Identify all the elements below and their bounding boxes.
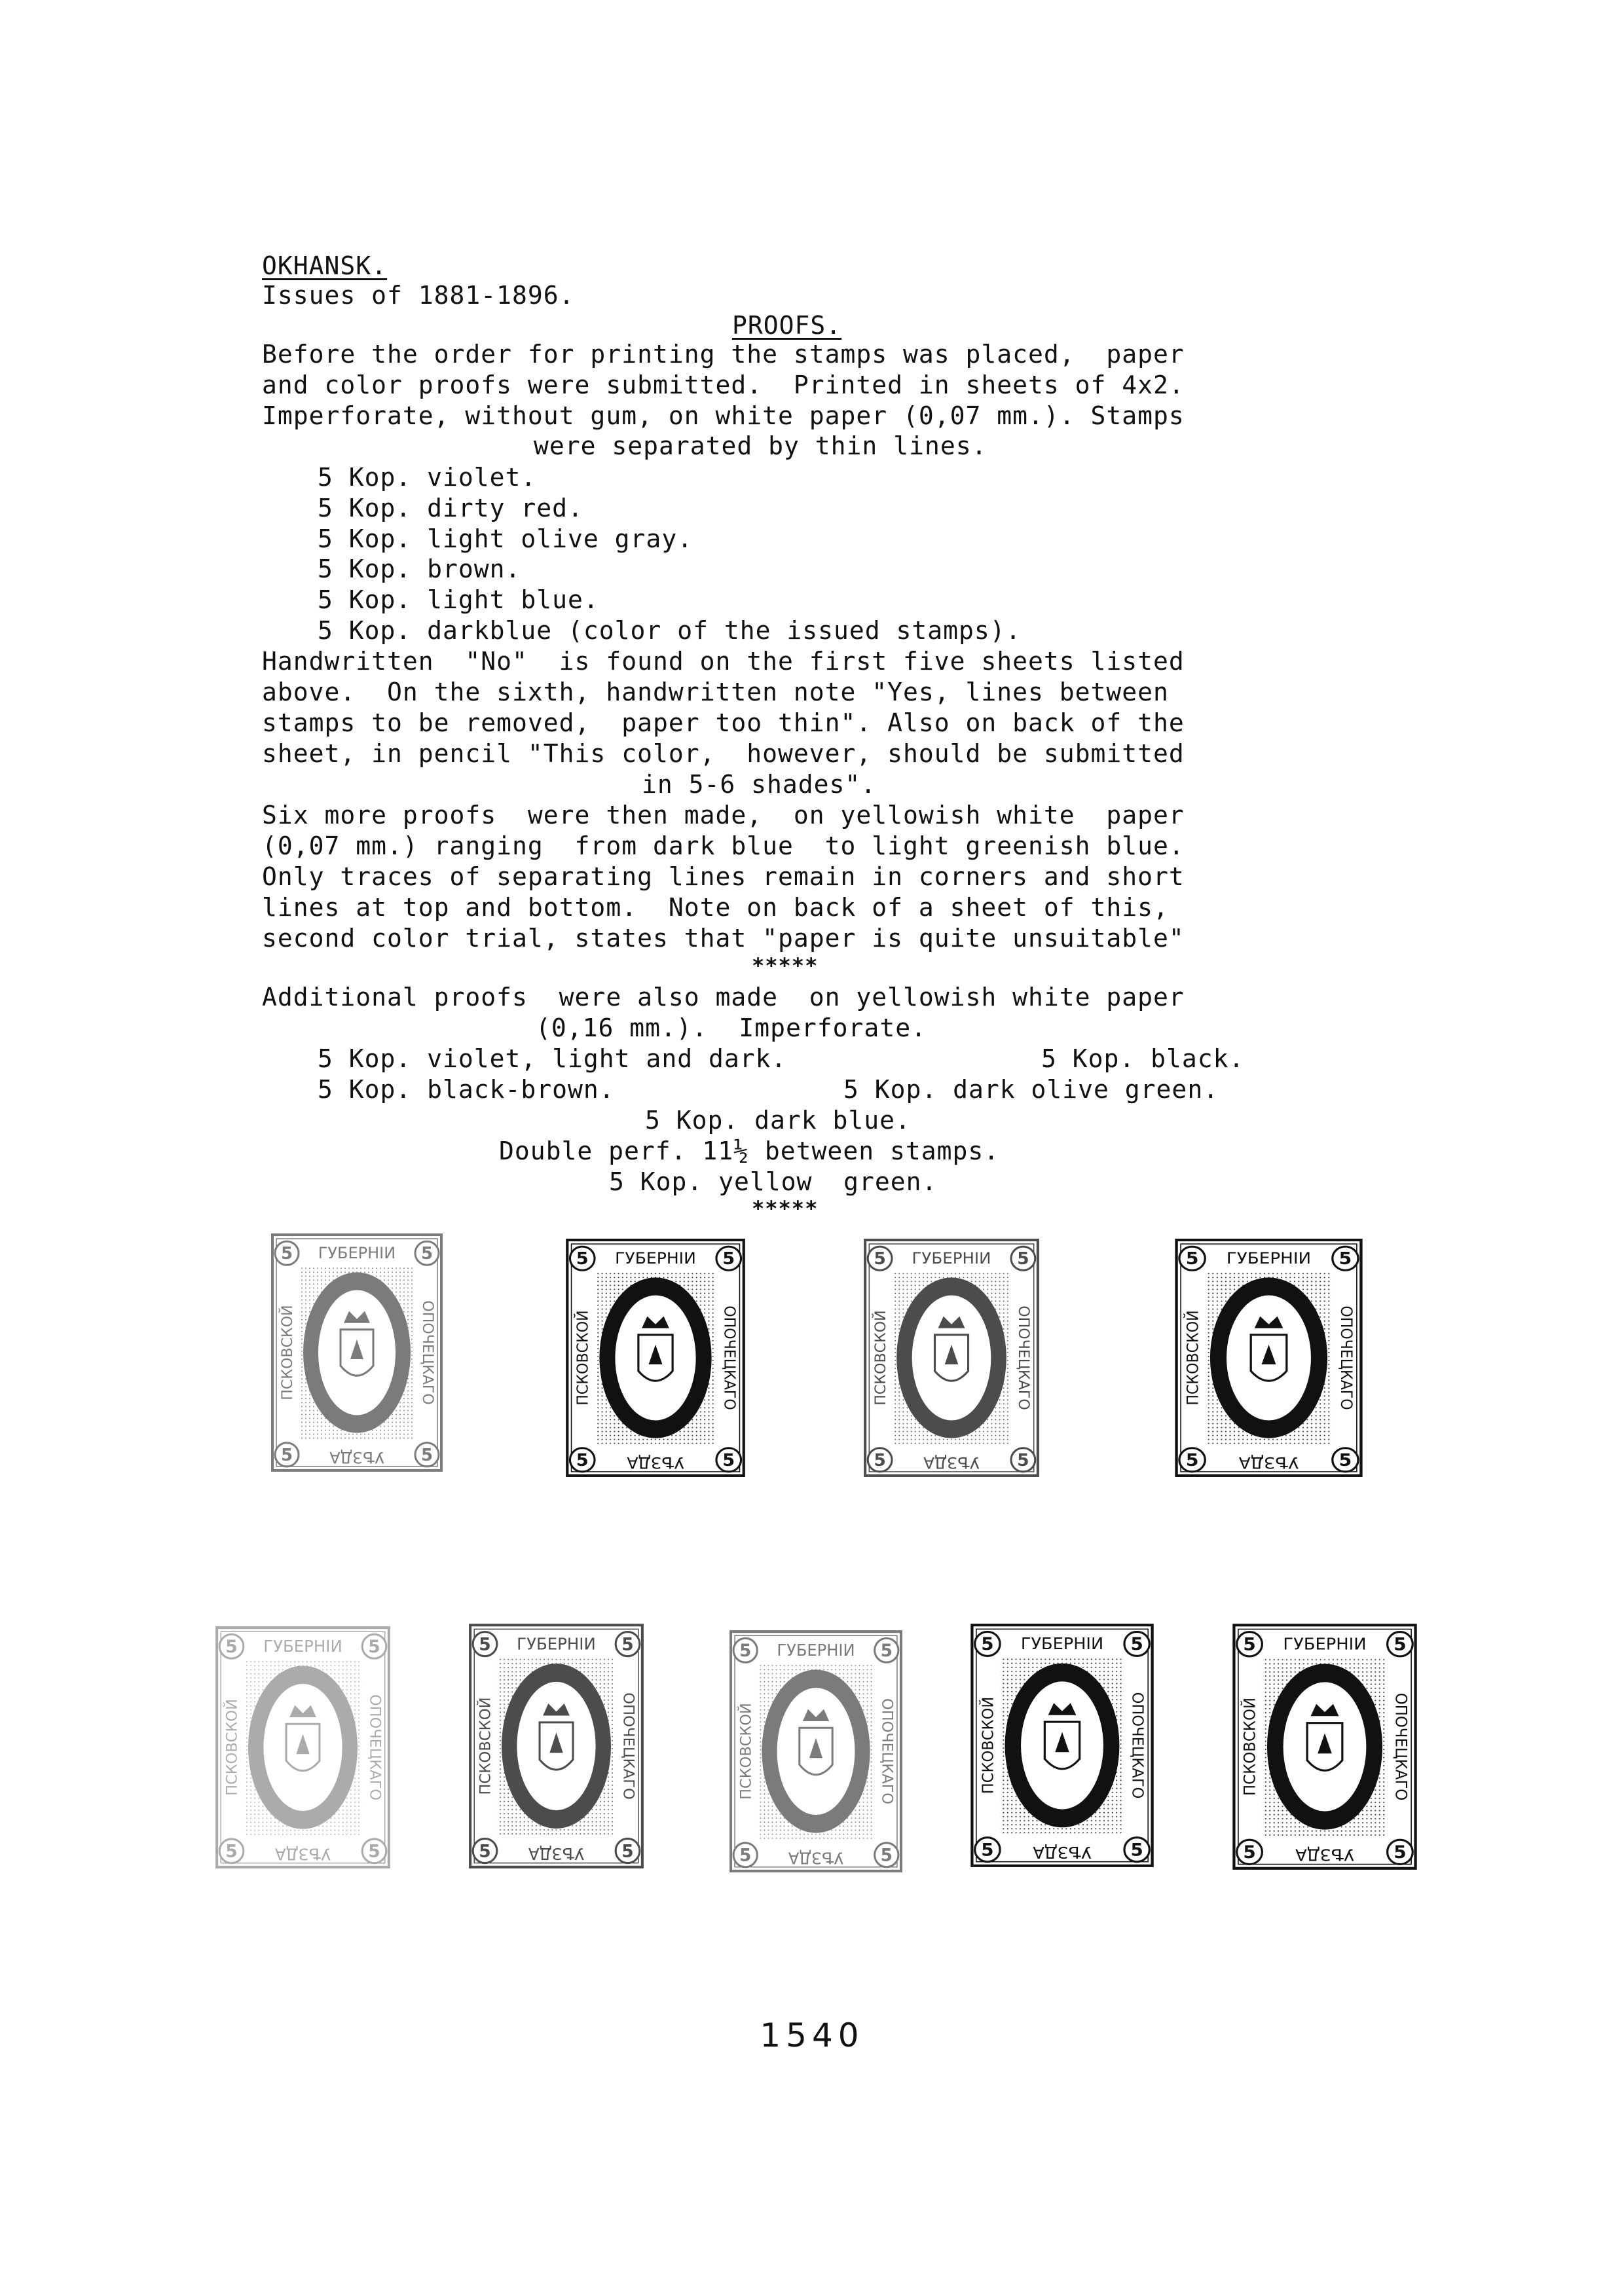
svg-text:ПСКОВСКОЙ: ПСКОВСКОЙ	[1184, 1310, 1202, 1406]
paragraph1-line: Imperforate, without gum, on white paper (0,07 mm.). Stamps	[262, 401, 1185, 430]
stamp-design	[968, 1621, 1156, 1870]
svg-text:5: 5	[479, 1841, 491, 1862]
svg-text:УѢЗДА: УѢЗДА	[1238, 1453, 1299, 1472]
additional-item: 5 Kop. dark olive green.	[843, 1075, 1219, 1104]
paragraph3-line: Only traces of separating lines remain in corners and short	[262, 862, 1185, 891]
svg-text:5: 5	[420, 1445, 434, 1465]
stamp-design	[466, 1621, 646, 1871]
section-heading: PROOFS.	[732, 311, 842, 340]
svg-text:ГУБЕРНIИ: ГУБЕРНIИ	[1226, 1249, 1312, 1267]
svg-text:5: 5	[1017, 1249, 1029, 1269]
paragraph4-line: (0,16 mm.). Imperforate.	[536, 1013, 927, 1042]
separator: *****	[752, 1196, 819, 1221]
paragraph2-line: Handwritten "No" is found on the first five sheets listed	[262, 647, 1185, 676]
svg-text:5: 5	[1243, 1842, 1256, 1863]
proof-item: 5 Kop. brown.	[318, 555, 521, 583]
svg-text:ПСКОВСКОЙ: ПСКОВСКОЙ	[574, 1310, 592, 1406]
paragraph3-line: (0,07 mm.) ranging from dark blue to light greenish blue.	[262, 831, 1185, 860]
svg-text:ПСКОВСКОЙ: ПСКОВСКОЙ	[737, 1703, 755, 1800]
additional-item: 5 Kop. black.	[1041, 1044, 1245, 1073]
svg-text:ПСКОВСКОЙ: ПСКОВСКОЙ	[1241, 1697, 1259, 1796]
paragraph3-line: second color trial, states that "paper is quite unsuitable"	[262, 924, 1185, 953]
stamp-image	[861, 1236, 1042, 1480]
svg-text:ГУБЕРНIИ: ГУБЕРНIИ	[263, 1636, 342, 1656]
paragraph2-line: sheet, in pencil "This color, however, should be submitted	[262, 739, 1185, 768]
svg-text:ОПОЧЕЦКАГО: ОПОЧЕЦКАГО	[366, 1694, 384, 1801]
svg-text:УѢЗДА: УѢЗДА	[1295, 1845, 1354, 1865]
svg-text:ГУБЕРНIИ: ГУБЕРНIИ	[318, 1244, 396, 1263]
paragraph2-line: above. On the sixth, handwritten note "Yes, lines between	[262, 678, 1169, 706]
stamp-image	[466, 1621, 646, 1871]
svg-text:5: 5	[576, 1450, 589, 1470]
svg-text:УѢЗДА: УѢЗДА	[923, 1453, 980, 1472]
stamp-image	[1172, 1236, 1365, 1480]
svg-text:5: 5	[621, 1841, 634, 1862]
additional-item: 5 Kop. violet, light and dark.	[318, 1044, 787, 1073]
additional-item: 5 Kop. black-brown.	[318, 1075, 615, 1104]
svg-text:ГУБЕРНIИ: ГУБЕРНIИ	[1283, 1634, 1367, 1654]
svg-text:5: 5	[420, 1244, 434, 1264]
svg-text:5: 5	[981, 1634, 994, 1655]
svg-text:5: 5	[368, 1636, 380, 1657]
svg-text:5: 5	[739, 1846, 752, 1866]
additional-item: 5 Kop. yellow green.	[609, 1167, 938, 1196]
svg-text:УѢЗДА: УѢЗДА	[627, 1453, 684, 1472]
svg-text:5: 5	[722, 1248, 735, 1269]
proof-item: 5 Kop. light blue.	[318, 585, 599, 614]
svg-text:ОПОЧЕЦКАГО: ОПОЧЕЦКАГО	[1128, 1692, 1147, 1799]
paragraph1-line: and color proofs were submitted. Printed in sheets of 4x2.	[262, 371, 1185, 399]
svg-text:ОПОЧЕЦКАГО: ОПОЧЕЦКАГО	[878, 1698, 896, 1804]
paragraph2-line: stamps to be removed, paper too thin". Also on back of the	[262, 708, 1185, 737]
paragraph1-line: were separated by thin lines.	[534, 431, 987, 460]
proof-item: 5 Kop. violet.	[318, 463, 537, 492]
stamp-image	[968, 1621, 1156, 1870]
svg-text:5: 5	[1185, 1450, 1199, 1470]
paragraph3-line: Six more proofs were then made, on yellowish white paper	[262, 801, 1185, 829]
svg-text:5: 5	[368, 1841, 380, 1862]
svg-text:5: 5	[225, 1841, 238, 1862]
svg-text:ПСКОВСКОЙ: ПСКОВСКОЙ	[477, 1697, 494, 1795]
svg-text:ГУБЕРНIИ: ГУБЕРНIИ	[777, 1640, 855, 1660]
additional-item: 5 Kop. dark blue.	[645, 1106, 911, 1135]
stamp-image	[563, 1236, 748, 1480]
svg-text:5: 5	[1017, 1451, 1029, 1470]
stamp-design	[861, 1236, 1042, 1480]
svg-text:5: 5	[722, 1450, 735, 1470]
svg-text:ГУБЕРНIИ: ГУБЕРНIИ	[517, 1634, 596, 1654]
svg-text:5: 5	[280, 1244, 293, 1264]
svg-text:5: 5	[981, 1840, 994, 1861]
svg-text:ОПОЧЕЦКАГО: ОПОЧЕЦКАГО	[419, 1300, 435, 1405]
proof-item: 5 Kop. dirty red.	[318, 494, 583, 522]
svg-text:ПСКОВСКОЙ: ПСКОВСКОЙ	[223, 1699, 241, 1796]
stamp-design	[268, 1231, 445, 1474]
svg-text:ПСКОВСКОЙ: ПСКОВСКОЙ	[280, 1305, 296, 1400]
svg-text:5: 5	[1338, 1450, 1352, 1470]
svg-text:5: 5	[874, 1249, 886, 1269]
svg-text:5: 5	[1130, 1840, 1143, 1861]
svg-text:ГУБЕРНIИ: ГУБЕРНIИ	[615, 1248, 696, 1268]
svg-text:УѢЗДА: УѢЗДА	[274, 1844, 331, 1864]
svg-text:ОПОЧЕЦКАГО: ОПОЧЕЦКАГО	[720, 1305, 738, 1410]
proof-item: 5 Kop. darkblue (color of the issued stamps).	[318, 616, 1022, 645]
paragraph3-line: lines at top and bottom. Note on back of a sheet of this,	[262, 893, 1169, 922]
svg-text:УѢЗДА: УѢЗДА	[528, 1844, 585, 1864]
svg-text:5: 5	[1243, 1635, 1256, 1655]
svg-text:5: 5	[874, 1451, 886, 1470]
svg-text:5: 5	[1130, 1634, 1143, 1655]
stamp-image	[727, 1628, 905, 1875]
stamp-design	[727, 1628, 905, 1875]
svg-text:ГУБЕРНIИ: ГУБЕРНIИ	[1020, 1634, 1104, 1654]
paragraph2-line: in 5-6 shades".	[642, 770, 877, 799]
svg-text:ОПОЧЕЦКАГО: ОПОЧЕЦКАГО	[1337, 1305, 1355, 1410]
stamp-image	[213, 1624, 393, 1871]
svg-text:ПСКОВСКОЙ: ПСКОВСКОЙ	[872, 1310, 889, 1406]
svg-text:5: 5	[280, 1445, 293, 1465]
stamp-design	[563, 1236, 748, 1480]
svg-text:УѢЗДА: УѢЗДА	[788, 1848, 844, 1868]
place-heading: OKHANSK.	[262, 251, 388, 280]
svg-text:5: 5	[1338, 1249, 1352, 1269]
svg-text:УѢЗДА: УѢЗДА	[1033, 1843, 1092, 1862]
stamp-image	[1230, 1621, 1420, 1872]
svg-text:5: 5	[880, 1846, 893, 1866]
svg-text:5: 5	[1393, 1635, 1407, 1655]
stamp-design	[1230, 1621, 1420, 1872]
svg-text:УѢЗДА: УѢЗДА	[329, 1448, 384, 1467]
paragraph4-line: Additional proofs were also made on yellowish white paper	[262, 983, 1185, 1011]
svg-text:5: 5	[739, 1641, 752, 1661]
svg-text:5: 5	[1393, 1842, 1407, 1863]
separator: *****	[752, 953, 819, 978]
stamp-image	[268, 1231, 445, 1474]
svg-text:5: 5	[225, 1636, 238, 1657]
svg-text:5: 5	[880, 1641, 893, 1661]
proof-item: 5 Kop. light olive gray.	[318, 524, 693, 553]
svg-text:ОПОЧЕЦКАГО: ОПОЧЕЦКАГО	[1392, 1692, 1410, 1801]
paragraph1-line: Before the order for printing the stamps was placed, paper	[262, 340, 1185, 369]
page-number: 1540	[760, 2016, 864, 2054]
svg-text:5: 5	[1185, 1249, 1199, 1269]
svg-text:ПСКОВСКОЙ: ПСКОВСКОЙ	[980, 1696, 997, 1795]
stamp-design	[1172, 1236, 1365, 1480]
issues-heading: Issues of 1881-1896.	[262, 281, 575, 310]
svg-text:ОПОЧЕЦКАГО: ОПОЧЕЦКАГО	[619, 1692, 637, 1800]
additional-item: Double perf. 11½ between stamps.	[499, 1137, 1000, 1165]
svg-text:ОПОЧЕЦКАГО: ОПОЧЕЦКАГО	[1015, 1305, 1033, 1410]
svg-text:5: 5	[479, 1634, 491, 1655]
svg-text:5: 5	[621, 1634, 634, 1655]
svg-text:ГУБЕРНIИ: ГУБЕРНIИ	[912, 1248, 991, 1268]
svg-text:5: 5	[576, 1248, 589, 1269]
stamp-design	[213, 1624, 393, 1871]
